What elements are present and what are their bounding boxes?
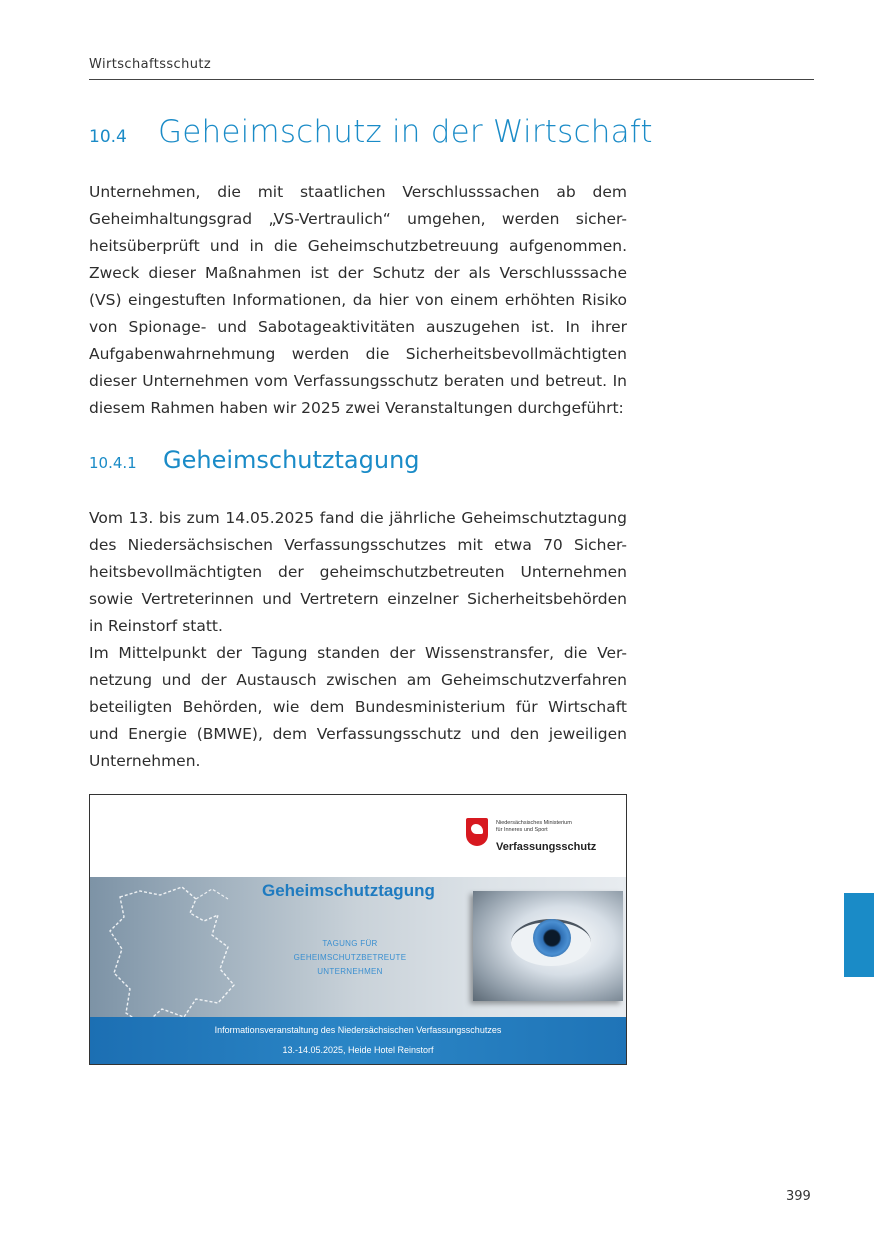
lower-saxony-horse-icon <box>466 818 488 846</box>
logo-name: Verfassungsschutz <box>496 841 597 853</box>
subtitle-line: TAGUNG FÜR <box>322 939 378 948</box>
running-header: Wirtschaftsschutz <box>89 57 212 72</box>
banner-subtitle <box>260 937 440 979</box>
banner-title: Geheimschutztagung <box>262 881 435 900</box>
text-line: Im Mittelpunkt der Tagung standen der Wissenstransfer, die Ver- <box>89 644 627 662</box>
text-line: Zweck dieser Maßnahmen ist der Schutz der als Verschlusssache <box>89 264 627 282</box>
subtitle-line: GEHEIMSCHUTZBETREUTE <box>293 953 407 962</box>
text-line: diesem Rahmen haben wir 2025 zwei Veranstaltungen durchgeführt: <box>89 399 624 417</box>
banner-middle <box>90 877 626 1017</box>
subsection-title: Geheimschutztagung <box>163 446 420 474</box>
text-line: dieser Unternehmen vom Verfassungsschutz beraten und betreut. In <box>89 372 627 390</box>
text-line: von Spionage- und Sabotageaktivitäten auszugehen ist. In ihrer <box>89 318 627 336</box>
banner-footer <box>90 1017 626 1064</box>
section-number: 10.4 <box>89 127 127 147</box>
banner-top <box>90 795 626 877</box>
text-line: (VS) eingestuften Informationen, da hier von einem erhöhten Risiko <box>89 291 627 309</box>
text-line: in Reinstorf statt. <box>89 617 223 635</box>
text-line: Aufgabenwahrnehmung werden die Sicherheitsbevollmächtigten <box>89 345 627 363</box>
ministry-logo <box>466 818 616 858</box>
text-line: Unternehmen. <box>89 752 201 770</box>
header-rule <box>89 79 814 80</box>
logo-ministry-text <box>496 820 572 834</box>
text-line: beteiligten Behörden, wie dem Bundesministerium für Wirtschaft <box>89 698 627 716</box>
event-banner-image <box>89 794 627 1065</box>
text-line: und Energie (BMWE), dem Verfassungsschutz und den jeweiligen <box>89 725 627 743</box>
text-line: Vom 13. bis zum 14.05.2025 fand die jährliche Geheimschutztagung <box>89 509 627 527</box>
logo-ministry-line1: Niedersächsisches Ministerium <box>496 820 572 826</box>
intro-paragraph <box>89 179 627 422</box>
eye-photo <box>473 891 623 1001</box>
text-line: heitsüberprüft und in die Geheimschutzbetreuung aufgenommen. <box>89 237 627 255</box>
logo-ministry-line2: für Inneres und Sport <box>496 827 548 833</box>
section-heading <box>89 114 653 150</box>
text-line: Unternehmen, die mit staatlichen Verschlusssachen ab dem <box>89 183 627 201</box>
text-line: Geheimhaltungsgrad „VS-Vertraulich“ umgehen, werden sicher- <box>89 210 627 228</box>
focus-paragraph <box>89 640 627 775</box>
text-line: netzung und der Austausch zwischen am Geheimschutzverfahren <box>89 671 627 689</box>
page-number: 399 <box>786 1189 811 1204</box>
banner-footer-line2: 13.-14.05.2025, Heide Hotel Reinstorf <box>282 1045 434 1055</box>
chapter-side-tab <box>844 893 874 977</box>
subsection-number: 10.4.1 <box>89 454 137 472</box>
subsection-heading <box>89 446 420 474</box>
text-line: sowie Vertreterinnen und Vertretern einzelner Sicherheitsbehörden <box>89 590 627 608</box>
banner-footer-line1: Informationsveranstaltung des Niedersächsischen Verfassungsschutzes <box>214 1025 502 1035</box>
text-line: des Niedersächsischen Verfassungsschutzes mit etwa 70 Sicher- <box>89 536 627 554</box>
eye-iris-icon <box>533 919 571 957</box>
section-title: Geheimschutz in der Wirtschaft <box>158 114 653 150</box>
subtitle-line: UNTERNEHMEN <box>317 967 383 976</box>
conference-paragraph <box>89 505 627 640</box>
text-line: heitsbevollmächtigten der geheimschutzbetreuten Unternehmen <box>89 563 627 581</box>
